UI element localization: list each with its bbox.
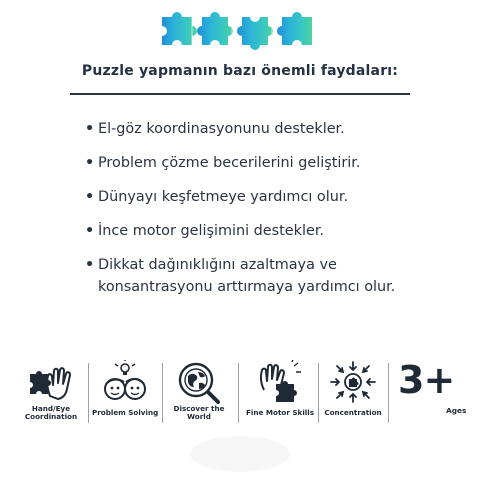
feature-hand-eye (18, 360, 84, 426)
background-smudge (190, 436, 290, 472)
feature-separator (388, 363, 389, 423)
feature-separator (88, 363, 89, 423)
discover-label-line1: Discover the (173, 404, 225, 413)
feature-concentration (320, 360, 386, 426)
age-value: 3+ (398, 358, 455, 402)
benefits-list (84, 118, 424, 298)
fine-motor-icon (254, 360, 304, 404)
benefit-item-discover: • Dünyayı keşfetmeye yardımcı olur. (84, 186, 424, 208)
page-title: Puzzle yapmanın bazı önemli faydaları: (81, 63, 399, 79)
feature-fine-motor (246, 360, 315, 426)
concentration-icon (328, 360, 378, 404)
benefit-item-fine-motor: • İnce motor gelişimini destekler. (84, 220, 424, 242)
problem-solving-label: Problem Solving (92, 408, 159, 417)
discover-label-line2: World (187, 412, 211, 421)
puzzle-pieces-logo (158, 5, 322, 51)
hand-eye-label-line2: Coordination (24, 412, 78, 421)
title-divider (70, 93, 410, 95)
feature-problem-solving (92, 360, 158, 426)
benefit-item-concentration: • Dikkat dağınıklığını azaltmaya ve konsantrasyonu arttırmaya yardımcı olur. (84, 254, 424, 298)
feature-icons-row (18, 360, 468, 426)
benefit-item-problem-solving: • Problem çözme becerilerini geliştirir. (84, 152, 424, 174)
discover-world-icon (174, 360, 224, 404)
feature-age (398, 360, 470, 426)
feature-discover-world (166, 360, 232, 426)
feature-separator (162, 363, 163, 423)
fine-motor-label: Fine Motor Skills (246, 408, 315, 417)
problem-solving-icon (100, 360, 150, 404)
feature-separator (238, 363, 239, 423)
feature-separator (318, 363, 319, 423)
concentration-label: Concentration (324, 408, 382, 417)
age-label: Ages (446, 406, 467, 415)
benefit-item-hand-eye: • El-göz koordinasyonunu destekler. (84, 118, 424, 140)
hand-eye-label-line1: Hand/Eye (31, 404, 71, 413)
hand-eye-icon (26, 360, 76, 404)
